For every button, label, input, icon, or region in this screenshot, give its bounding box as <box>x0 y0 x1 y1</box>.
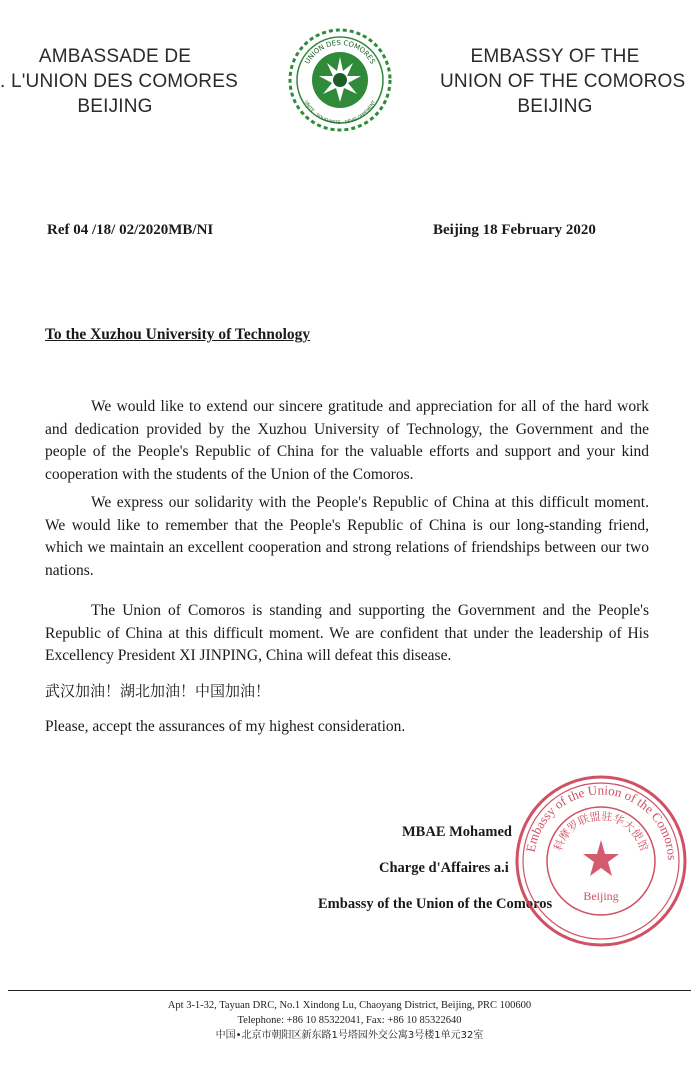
header-english-line-1: EMBASSY OF THE <box>470 46 640 67</box>
seal-ring-text: UNION DES COMORES <box>303 38 377 66</box>
header-french <box>0 44 238 119</box>
footer-address-chinese: 中国•北京市朝阳区新东路1号塔园外交公寓3号楼1单元32室 <box>215 1030 484 1041</box>
header-french-line-1: AMBASSADE DE <box>38 46 192 67</box>
signatory-name: MBAE Mohamed <box>402 824 512 840</box>
seal-bottom-text: UNITÉ · SOLIDARITÉ · DÉVELOPPEMENT <box>302 100 378 127</box>
comoros-seal-icon <box>287 27 393 133</box>
stamp-ring-text: Embassy of the Union of the Comoros <box>522 782 681 861</box>
header-english-line-2: UNION OF THE COMOROS <box>440 71 686 92</box>
embassy-stamp-icon <box>512 772 690 950</box>
chinese-slogan: 武汉加油！湖北加油！中国加油！ <box>45 682 271 700</box>
body-paragraph: The Union of Comoros is standing and supporting the Government and the People's Republic of China at this difficult moment. We are confident that under the leadership of His Excellency President XI JINPING, China will defeat this disease. <box>45 602 649 664</box>
letter-date: Beijing 18 February 2020 <box>433 222 596 238</box>
stamp-inner-text: 科摩罗联盟驻华大使馆 <box>551 809 651 853</box>
body-paragraph: We express our solidarity with the People's Republic of China at this difficult moment. We would like to remember that the People's Republic of China is our long-standing friend, which we maintain an excellent cooperation and strong relations of friendships between our two nations. <box>45 494 649 579</box>
footer-phone: Telephone: +86 10 85322041, Fax: +86 10 85322640 <box>237 1015 462 1026</box>
header-english-line-3: BEIJING <box>517 96 593 117</box>
header-english <box>440 44 686 119</box>
footer-address: Apt 3-1-32, Tayuan DRC, No.1 Xindong Lu, Chaoyang District, Beijing, PRC 100600 <box>167 1000 532 1011</box>
stamp-city: Beijing <box>583 889 619 903</box>
reference-number: Ref 04 /18/ 02/2020MB/NI <box>47 222 214 238</box>
signatory-organization: Embassy of the Union of the Comoros <box>318 896 553 912</box>
header-french-line-2: . L'UNION DES COMORES <box>0 71 238 92</box>
header-french-line-3: BEIJING <box>77 96 153 117</box>
footer-divider <box>8 990 691 991</box>
signatory-title: Charge d'Affaires a.i <box>379 860 509 876</box>
addressee: To the Xuzhou University of Technology <box>45 326 311 343</box>
body-paragraph: We would like to extend our sincere gratitude and appreciation for all of the hard work and dedication provided by the Xuzhou University of Technology, the Government and the people of the People's Republic of China for the valuable efforts and support and your kind cooperation with the students of the Union of the Comoros. <box>45 398 649 483</box>
closing-line: Please, accept the assurances of my highest consideration. <box>45 718 406 735</box>
